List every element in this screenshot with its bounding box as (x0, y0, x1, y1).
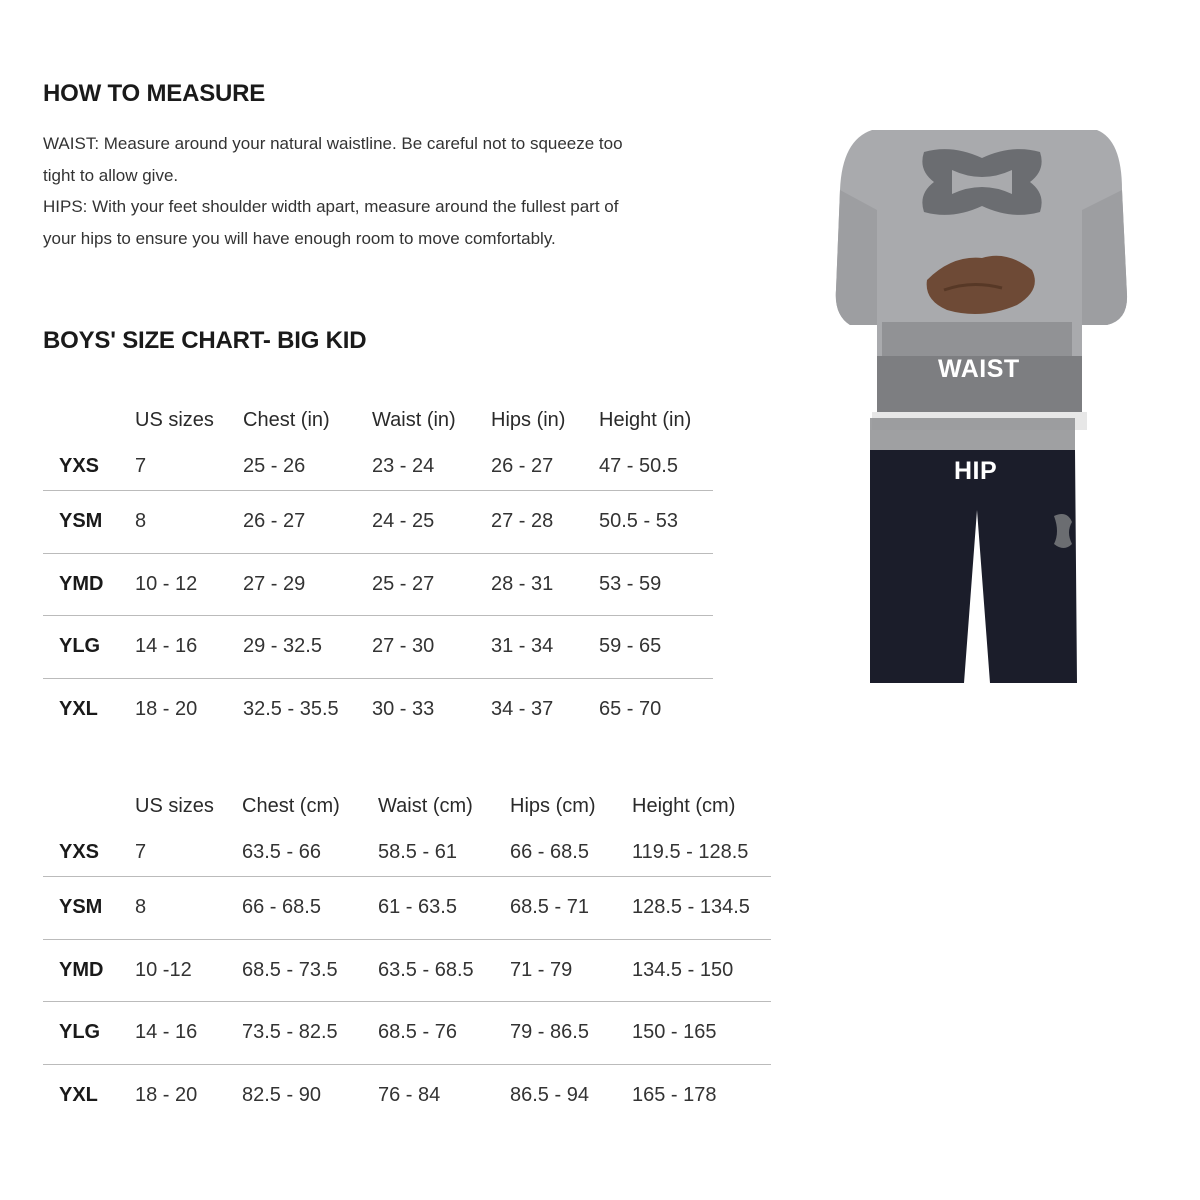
header-cell (43, 784, 135, 828)
height-cell: 50.5 - 53 (599, 491, 713, 554)
table-row (43, 553, 713, 616)
chest-cell: 82.5 - 90 (242, 1064, 378, 1126)
height-cell: 65 - 70 (599, 678, 713, 740)
height-cell: 134.5 - 150 (632, 939, 771, 1002)
us-size-cell: 8 (135, 491, 243, 554)
waist-cell: 76 - 84 (378, 1064, 510, 1126)
size-label: YLG (43, 616, 135, 679)
height-cell: 53 - 59 (599, 553, 713, 616)
header-cell: Chest (in) (243, 408, 330, 431)
waist-cell: 25 - 27 (372, 553, 491, 616)
size-label: YXL (43, 678, 135, 740)
size-label: YMD (43, 553, 135, 616)
waist-band (882, 322, 1072, 356)
header-cell (43, 398, 135, 442)
height-cell: 59 - 65 (599, 616, 713, 679)
table-row (43, 491, 713, 554)
boy-figure-illustration (832, 130, 1132, 683)
waist-cell: 27 - 30 (372, 616, 491, 679)
header-cell: Chest (cm) (242, 794, 340, 817)
hips-cell: 68.5 - 71 (510, 877, 632, 940)
table-row (43, 616, 713, 679)
waist-cell: 68.5 - 76 (378, 1002, 510, 1065)
chest-cell: 66 - 68.5 (242, 877, 378, 940)
size-label: YLG (43, 1002, 135, 1065)
hips-cell: 28 - 31 (491, 553, 599, 616)
chest-cell: 73.5 - 82.5 (242, 1002, 378, 1065)
measurement-figure (832, 130, 1132, 683)
us-size-cell: 10 -12 (135, 939, 242, 1002)
table-row (43, 939, 771, 1002)
waist-cell: 30 - 33 (372, 678, 491, 740)
hips-cell: 26 - 27 (491, 454, 554, 477)
us-size-cell: 18 - 20 (135, 678, 243, 740)
waist-cell: 23 - 24 (372, 454, 435, 477)
hips-cell: 71 - 79 (510, 939, 632, 1002)
chest-cell: 26 - 27 (243, 491, 372, 554)
size-label: YXS (59, 454, 100, 477)
header-cell: Height (cm) (632, 794, 736, 817)
height-cell: 128.5 - 134.5 (632, 877, 771, 940)
hips-cell: 79 - 86.5 (510, 1002, 632, 1065)
chest-cell: 29 - 32.5 (243, 616, 372, 679)
header-cell: US sizes (135, 408, 214, 431)
us-size-cell: 7 (135, 454, 147, 477)
size-chart-heading: BOYS' SIZE CHART- BIG KID (43, 327, 367, 354)
how-to-measure-heading: HOW TO MEASURE (43, 80, 266, 107)
us-size-cell: 14 - 16 (135, 1002, 242, 1065)
chest-cell: 25 - 26 (243, 454, 306, 477)
size-table-inches (43, 398, 713, 740)
size-label: YSM (43, 491, 135, 554)
table-row (43, 1064, 771, 1126)
height-cell: 47 - 50.5 (599, 454, 678, 477)
hips-cell: 66 - 68.5 (510, 840, 589, 863)
table-row (43, 1002, 771, 1065)
table-row (43, 678, 713, 740)
us-size-cell: 18 - 20 (135, 1064, 242, 1126)
size-label: YMD (43, 939, 135, 1002)
size-label: YSM (43, 877, 135, 940)
hip-band (870, 418, 1075, 450)
us-size-cell: 7 (135, 840, 147, 863)
hips-cell: 27 - 28 (491, 491, 599, 554)
logo-icon (922, 149, 1041, 215)
chest-cell: 63.5 - 66 (242, 840, 321, 863)
size-table-centimeters (43, 784, 771, 1126)
waist-label: WAIST (938, 355, 1020, 383)
header-cell: Waist (cm) (378, 794, 473, 817)
height-cell: 119.5 - 128.5 (632, 840, 749, 863)
us-size-cell: 10 - 12 (135, 553, 243, 616)
waist-cell: 24 - 25 (372, 491, 491, 554)
size-label: YXL (43, 1064, 135, 1126)
waist-cell: 63.5 - 68.5 (378, 939, 510, 1002)
header-cell: Waist (in) (372, 408, 456, 431)
table-row (43, 442, 713, 491)
header-cell: Hips (cm) (510, 794, 596, 817)
header-cell: Height (in) (599, 408, 692, 431)
table-header-row (43, 398, 713, 442)
hips-cell: 31 - 34 (491, 616, 599, 679)
height-cell: 150 - 165 (632, 1002, 771, 1065)
waist-cell: 61 - 63.5 (378, 877, 510, 940)
chest-cell: 27 - 29 (243, 553, 372, 616)
header-cell: US sizes (135, 794, 214, 817)
waist-instruction: WAIST: Measure around your natural waistline. Be careful not to squeeze too tight to allow give. (43, 134, 623, 185)
chest-cell: 68.5 - 73.5 (242, 939, 378, 1002)
waist-cell: 58.5 - 61 (378, 840, 457, 863)
chest-cell: 32.5 - 35.5 (243, 678, 372, 740)
table-row (43, 828, 771, 877)
us-size-cell: 14 - 16 (135, 616, 243, 679)
header-cell: Hips (in) (491, 408, 566, 431)
us-size-cell: 8 (135, 877, 242, 940)
table-header-row (43, 784, 771, 828)
size-label: YXS (59, 840, 100, 863)
height-cell: 165 - 178 (632, 1064, 771, 1126)
measure-instructions (43, 128, 653, 254)
hips-instruction: HIPS: With your feet shoulder width apart, measure around the fullest part of your hips to ensure you will have enough room to move comfortably. (43, 197, 619, 248)
hips-cell: 34 - 37 (491, 678, 599, 740)
hips-cell: 86.5 - 94 (510, 1064, 632, 1126)
hip-label: HIP (954, 457, 998, 485)
table-row (43, 877, 771, 940)
